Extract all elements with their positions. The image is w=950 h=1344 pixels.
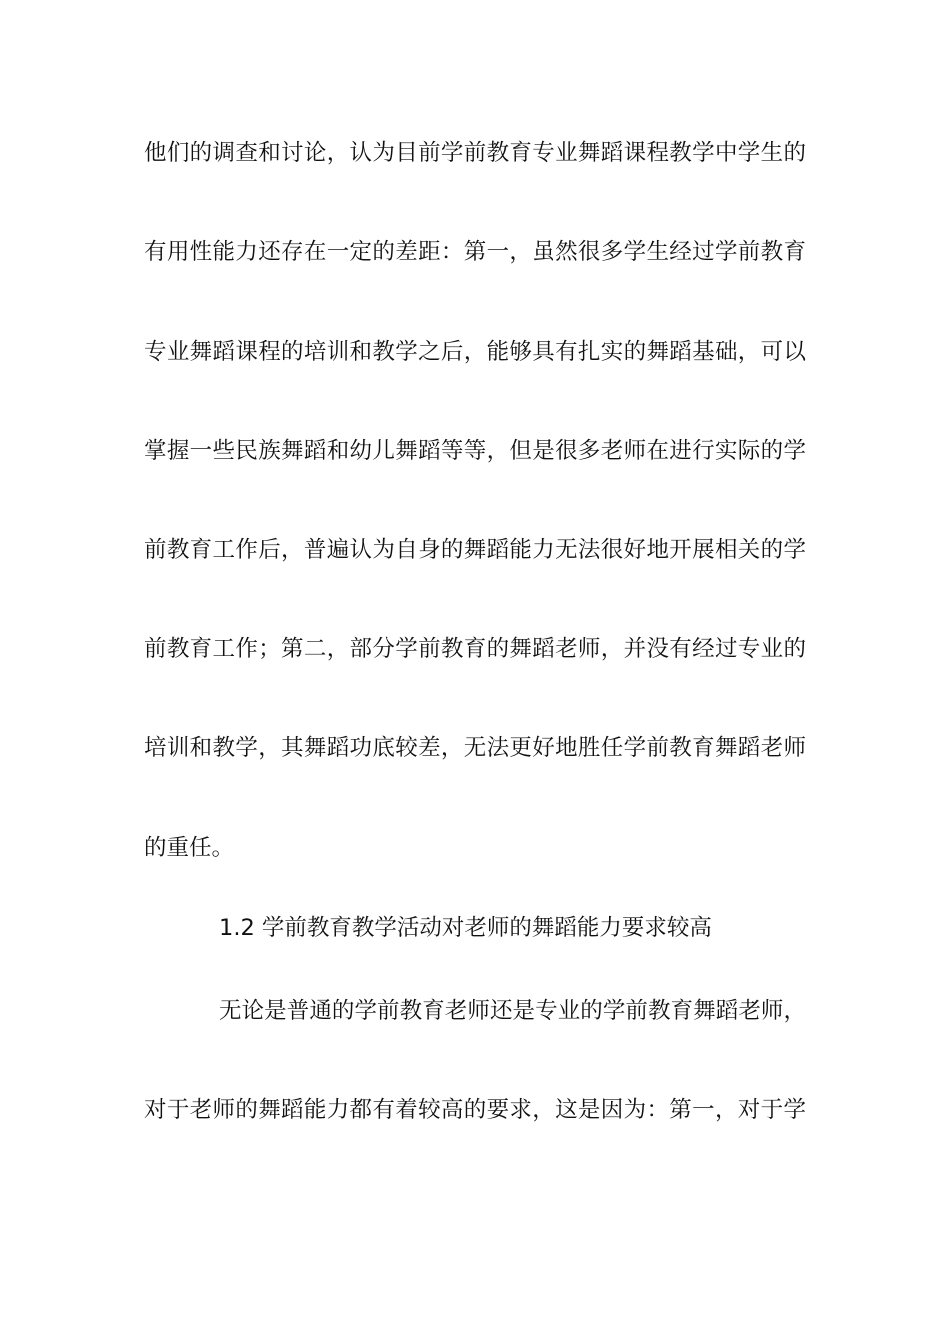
paragraph-first-line: 无论是普通的学前教育老师还是专业的学前教育舞蹈老师， [219,998,806,1024]
section-heading: 1.2 学前教育教学活动对老师的舞蹈能力要求较高 [219,915,712,941]
paragraph-line: 掌握一些民族舞蹈和幼儿舞蹈等等，但是很多老师在进行实际的学 [144,438,806,464]
paragraph-line: 专业舞蹈课程的培训和教学之后，能够具有扎实的舞蹈基础，可以 [144,339,806,365]
paragraph-line-last: 的重任。 [144,835,235,861]
paragraph-line: 前教育工作后，普遍认为自身的舞蹈能力无法很好地开展相关的学 [144,537,806,563]
paragraph-line: 他们的调查和讨论，认为目前学前教育专业舞蹈课程教学中学生的 [144,140,806,166]
paragraph-line: 对于老师的舞蹈能力都有着较高的要求，这是因为：第一，对于学 [144,1097,806,1123]
paragraph-line: 有用性能力还存在一定的差距：第一，虽然很多学生经过学前教育 [144,239,806,265]
paragraph-line: 培训和教学，其舞蹈功底较差，无法更好地胜任学前教育舞蹈老师 [144,735,806,761]
paragraph-line: 前教育工作；第二，部分学前教育的舞蹈老师，并没有经过专业的 [144,636,806,662]
